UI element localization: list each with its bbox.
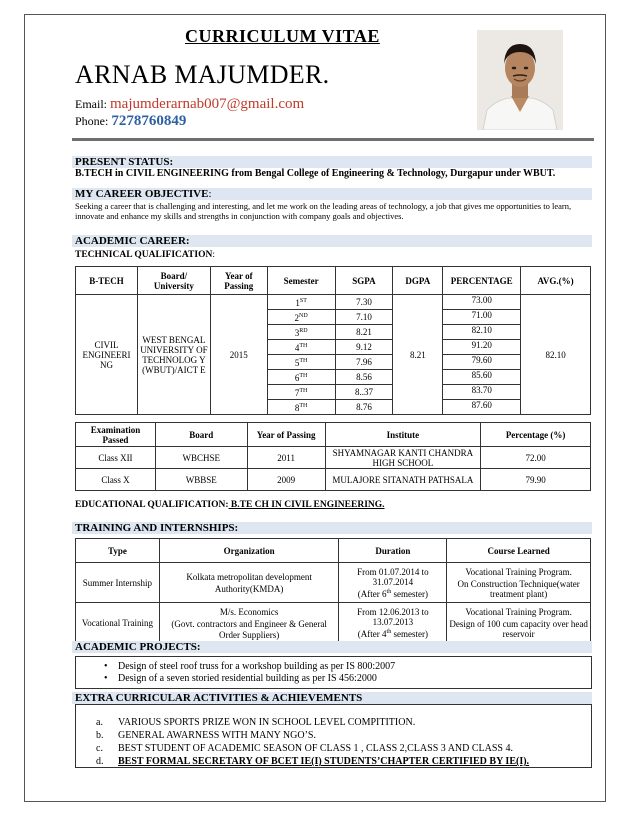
semester-cell: 7TH <box>267 385 335 400</box>
school-institute-cell: MULAJORE SITANATH PATHSALA <box>325 469 481 491</box>
degree-cell: CIVIL ENGINEERI NG <box>76 295 138 415</box>
col-header: Organization <box>159 539 339 563</box>
col-header: Board/ University <box>137 267 210 295</box>
col-header: Duration <box>339 539 447 563</box>
school-exam-cell: Class XII <box>76 447 156 469</box>
training-row <box>76 603 591 643</box>
school-table <box>75 422 591 491</box>
col-header: SGPA <box>335 267 393 295</box>
school-year-cell: 2009 <box>247 469 325 491</box>
school-pct-cell: 79.90 <box>481 469 591 491</box>
training-row <box>76 563 591 603</box>
training-type-cell: Vocational Training <box>76 603 160 643</box>
sgpa-cell: 8.21 <box>335 325 393 340</box>
training-course-cell: Vocational Training Program. On Construction Technique(water treatment plant) <box>447 563 591 603</box>
semester-cell: 6TH <box>267 370 335 385</box>
project-item: • Design of steel roof truss for a workshop building as per IS 800:2007 <box>104 661 396 672</box>
training-course-cell: Vocational Training Program. Design of 100 cum capacity over head reservoir <box>447 603 591 643</box>
sgpa-cell: 7.30 <box>335 295 393 310</box>
email-link[interactable]: majumderarnab007@gmail.com <box>110 96 305 112</box>
semester-cell: 3RD <box>267 325 335 340</box>
achievement-item: d. BEST FORMAL SECRETARY OF BCET IE(I) STUDENTS’CHAPTER CERTIFIED BY IE(I). <box>96 756 530 767</box>
col-header: Type <box>76 539 160 563</box>
semester-cell: 5TH <box>267 355 335 370</box>
sgpa-cell: 7.10 <box>335 310 393 325</box>
col-header: PERCENTAGE <box>443 267 521 295</box>
col-header: Year of Passing <box>210 267 267 295</box>
col-header: AVG.(%) <box>521 267 591 295</box>
dgpa-cell: 8.21 <box>393 295 443 415</box>
extra-heading: EXTRA CURRICULAR ACTIVITIES & ACHIEVEMENTS <box>72 692 592 704</box>
training-duration-cell: From 01.07.2014 to 31.07.2014 (After 6th semester) <box>339 563 447 603</box>
percentage-cell: 91.20 <box>443 340 521 355</box>
training-heading: TRAINING AND INTERNSHIPS: <box>72 522 592 534</box>
school-pct-cell: 72.00 <box>481 447 591 469</box>
present-status-heading: PRESENT STATUS: <box>72 156 592 168</box>
achievement-item: b. GENERAL AWARNESS WITH MANY NGO’S. <box>96 730 316 741</box>
educational-qualification: EDUCATIONAL QUALIFICATION: B.TE CH IN CIVIL ENGINEERING. <box>75 500 385 510</box>
school-exam-cell: Class X <box>76 469 156 491</box>
projects-heading: ACADEMIC PROJECTS: <box>72 641 592 653</box>
col-header: Percentage (%) <box>481 423 591 447</box>
percentage-cell: 82.10 <box>443 325 521 340</box>
col-header: B-TECH <box>76 267 138 295</box>
col-header: Year of Passing <box>247 423 325 447</box>
achievement-item: c. BEST STUDENT OF ACADEMIC SEASON OF CLASS 1 , CLASS 2,CLASS 3 AND CLASS 4. <box>96 743 513 754</box>
sgpa-cell: 9.12 <box>335 340 393 355</box>
col-header: Examination Passed <box>76 423 156 447</box>
percentage-cell: 85.60 <box>443 370 521 385</box>
board-cell: WEST BENGAL UNIVERSITY OF TECHNOLOG Y (WBUT)/AICT E <box>137 295 210 415</box>
training-org-cell: Kolkata metropolitan development Authority(KMDA) <box>159 563 339 603</box>
projects-box <box>75 656 592 689</box>
phone-label: Phone: <box>75 114 109 128</box>
extra-box <box>75 704 592 768</box>
btech-header-row <box>76 267 591 295</box>
col-header: DGPA <box>393 267 443 295</box>
percentage-cell: 79.60 <box>443 355 521 370</box>
semester-cell: 4TH <box>267 340 335 355</box>
percentage-cell: 83.70 <box>443 385 521 400</box>
email-line <box>75 96 304 113</box>
school-board-cell: WBCHSE <box>155 447 247 469</box>
present-status-text: B.TECH in CIVIL ENGINEERING from Bengal College of Engineering & Technology, Durgapur under WBUT. <box>75 168 556 179</box>
sgpa-cell: 8..37 <box>335 385 393 400</box>
candidate-name: ARNAB MAJUMDER. <box>75 60 330 89</box>
semester-cell: 8TH <box>267 400 335 415</box>
col-header: Semester <box>267 267 335 295</box>
semester-cell: 1ST <box>267 295 335 310</box>
school-row <box>76 447 591 469</box>
col-header: Institute <box>325 423 481 447</box>
col-header: Board <box>155 423 247 447</box>
semester-cell: 2ND <box>267 310 335 325</box>
school-institute-cell: SHYAMNAGAR KANTI CHANDRA HIGH SCHOOL <box>325 447 481 469</box>
document-title: CURRICULUM VITAE <box>185 26 380 46</box>
sgpa-cell: 8.76 <box>335 400 393 415</box>
training-header-row <box>76 539 591 563</box>
year-cell: 2015 <box>210 295 267 415</box>
training-duration-cell: From 12.06.2013 to 13.07.2013 (After 4th semester) <box>339 603 447 643</box>
percentage-cell: 73.00 <box>443 295 521 310</box>
school-header-row <box>76 423 591 447</box>
project-item: • Design of a seven storied residential building as per IS 456:2000 <box>104 673 377 684</box>
btech-table <box>75 266 591 415</box>
header-divider <box>72 138 594 141</box>
school-year-cell: 2011 <box>247 447 325 469</box>
percentage-cell: 71.00 <box>443 310 521 325</box>
academic-heading: ACADEMIC CAREER: <box>72 235 592 247</box>
sgpa-cell: 7.96 <box>335 355 393 370</box>
training-table <box>75 538 591 643</box>
sgpa-cell: 8.56 <box>335 370 393 385</box>
achievement-item: a. VARIOUS SPORTS PRIZE WON IN SCHOOL LEVEL COMPITITION. <box>96 717 416 728</box>
avg-cell: 82.10 <box>521 295 591 415</box>
email-label: Email: <box>75 97 107 111</box>
profile-photo <box>477 30 563 130</box>
btech-row <box>76 295 591 310</box>
phone-line <box>75 113 186 130</box>
objective-text: Seeking a career that is challenging and interesting, and let me work on the leading areas of technology, a job that gives me opportunities to learn, innovate and enhance my skills and strengths in conjunction with company goals and objectives. <box>75 201 572 221</box>
school-board-cell: WBBSE <box>155 469 247 491</box>
school-row <box>76 469 591 491</box>
training-type-cell: Summer Internship <box>76 563 160 603</box>
objective-heading: MY CAREER OBJECTIVE: <box>72 188 592 200</box>
col-header: Course Learned <box>447 539 591 563</box>
training-org-cell: M/s. Economics (Govt. contractors and Engineer & General Order Suppliers) <box>159 603 339 643</box>
phone-number: 7278760849 <box>111 113 187 129</box>
percentage-cell: 87.60 <box>443 400 521 415</box>
technical-qualification-label: TECHNICAL QUALIFICATION: <box>75 250 215 260</box>
